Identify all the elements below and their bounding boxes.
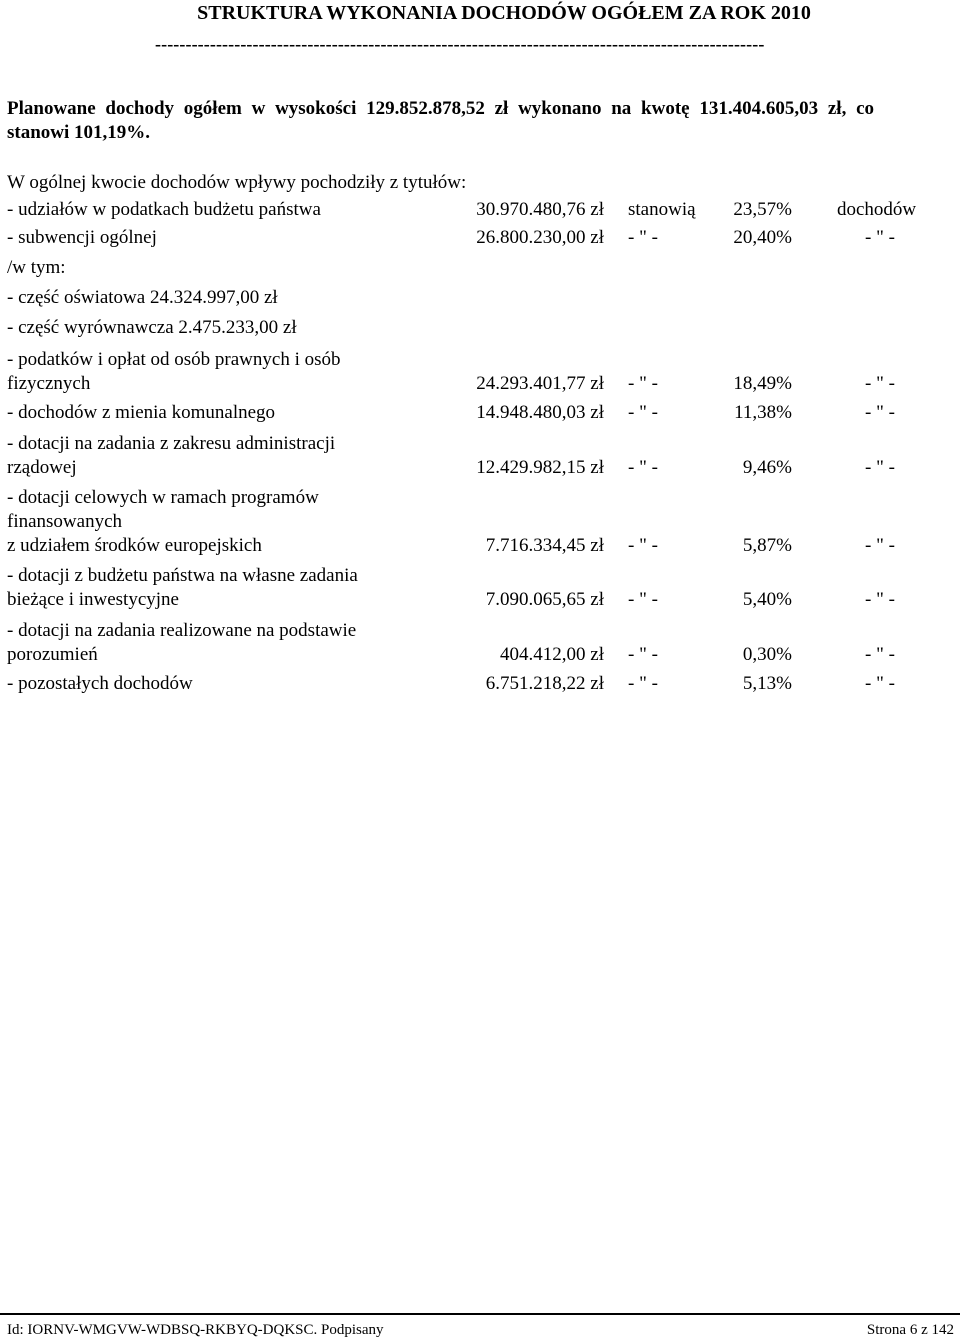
row-label: - pozostałych dochodów — [7, 673, 193, 694]
row-of: - " - — [865, 457, 895, 478]
row-amount: 12.429.982,15 zł — [476, 457, 604, 478]
row-label: - dochodów z mienia komunalnego — [7, 402, 276, 423]
row-label: - dotacji celowych w ramach programów finansowanych z udziałem środków europejskich — [7, 487, 319, 556]
row-amount: 404.412,00 zł — [500, 644, 604, 665]
lead-text: W ogólnej kwocie dochodów wpływy pochodziły z tytułów: — [7, 172, 467, 193]
row-ref: stanowią — [628, 199, 696, 220]
row-amount: 26.800.230,00 zł — [476, 227, 604, 248]
row-label: - subwencji ogólnej — [7, 227, 157, 248]
row-of: - " - — [865, 644, 895, 665]
row-of: - " - — [865, 589, 895, 610]
row-amount: 7.716.334,45 zł — [485, 535, 604, 556]
row-ref: - " - — [628, 227, 658, 248]
row-of: - " - — [865, 402, 895, 423]
document-id: Id: IORNV-WMGVW-WDBSQ-RKBYQ-DQKSC. Podpisany — [7, 1322, 384, 1338]
row-percent: 18,49% — [733, 373, 792, 394]
row-label: - podatków i opłat od osób prawnych i osób fizycznych — [7, 349, 341, 394]
row-of: - " - — [865, 227, 895, 248]
row-percent: 23,57% — [733, 199, 792, 220]
row-label: - udziałów w podatkach budżetu państwa — [7, 199, 321, 220]
row-of: - " - — [865, 535, 895, 556]
row-percent: 5,87% — [742, 535, 792, 556]
intro-line-1: Planowane dochody ogółem w wysokości 129.852.878,52 zł wykonano na kwotę 131.404.605,03 zł, co — [7, 98, 874, 119]
row-label: - część wyrównawcza 2.475.233,00 zł — [7, 317, 297, 338]
row-label: - dotacji na zadania realizowane na podstawie porozumień — [7, 620, 357, 665]
row-amount: 24.293.401,77 zł — [476, 373, 604, 394]
row-ref: - " - — [628, 535, 658, 556]
row-amount: 6.751.218,22 zł — [485, 673, 604, 694]
row-percent: 20,40% — [733, 227, 792, 248]
intro-paragraph — [7, 97, 960, 145]
intro-line-2: stanowi 101,19%. — [7, 122, 151, 143]
row-of: dochodów — [837, 199, 917, 220]
page-title: STRUKTURA WYKONANIA DOCHODÓW OGÓŁEM ZA ROK 2010 — [197, 2, 811, 24]
row-ref: - " - — [628, 402, 658, 423]
row-percent: 5,13% — [742, 673, 792, 694]
title-underline: ---------------------------------------------------------------------------------------------------- — [155, 34, 765, 54]
row-percent: 9,46% — [742, 457, 792, 478]
footer-divider — [0, 1313, 960, 1315]
row-amount: 7.090.065,65 zł — [485, 589, 604, 610]
page-number: Strona 6 z 142 — [866, 1322, 954, 1338]
row-amount: 14.948.480,03 zł — [476, 402, 604, 423]
row-ref: - " - — [628, 457, 658, 478]
row-percent: 0,30% — [742, 644, 792, 665]
row-label: - dotacji z budżetu państwa na własne zadania bieżące i inwestycyjne — [7, 565, 358, 610]
row-ref: - " - — [628, 589, 658, 610]
row-percent: 11,38% — [734, 402, 792, 423]
row-amount: 30.970.480,76 zł — [476, 199, 604, 220]
row-ref: - " - — [628, 373, 658, 394]
row-label: /w tym: — [7, 257, 66, 278]
row-ref: - " - — [628, 673, 658, 694]
row-ref: - " - — [628, 644, 658, 665]
row-of: - " - — [865, 673, 895, 694]
row-label: - dotacji na zadania z zakresu administracji rządowej — [7, 433, 336, 478]
row-of: - " - — [865, 373, 895, 394]
row-percent: 5,40% — [742, 589, 792, 610]
row-label: - część oświatowa 24.324.997,00 zł — [7, 287, 278, 308]
